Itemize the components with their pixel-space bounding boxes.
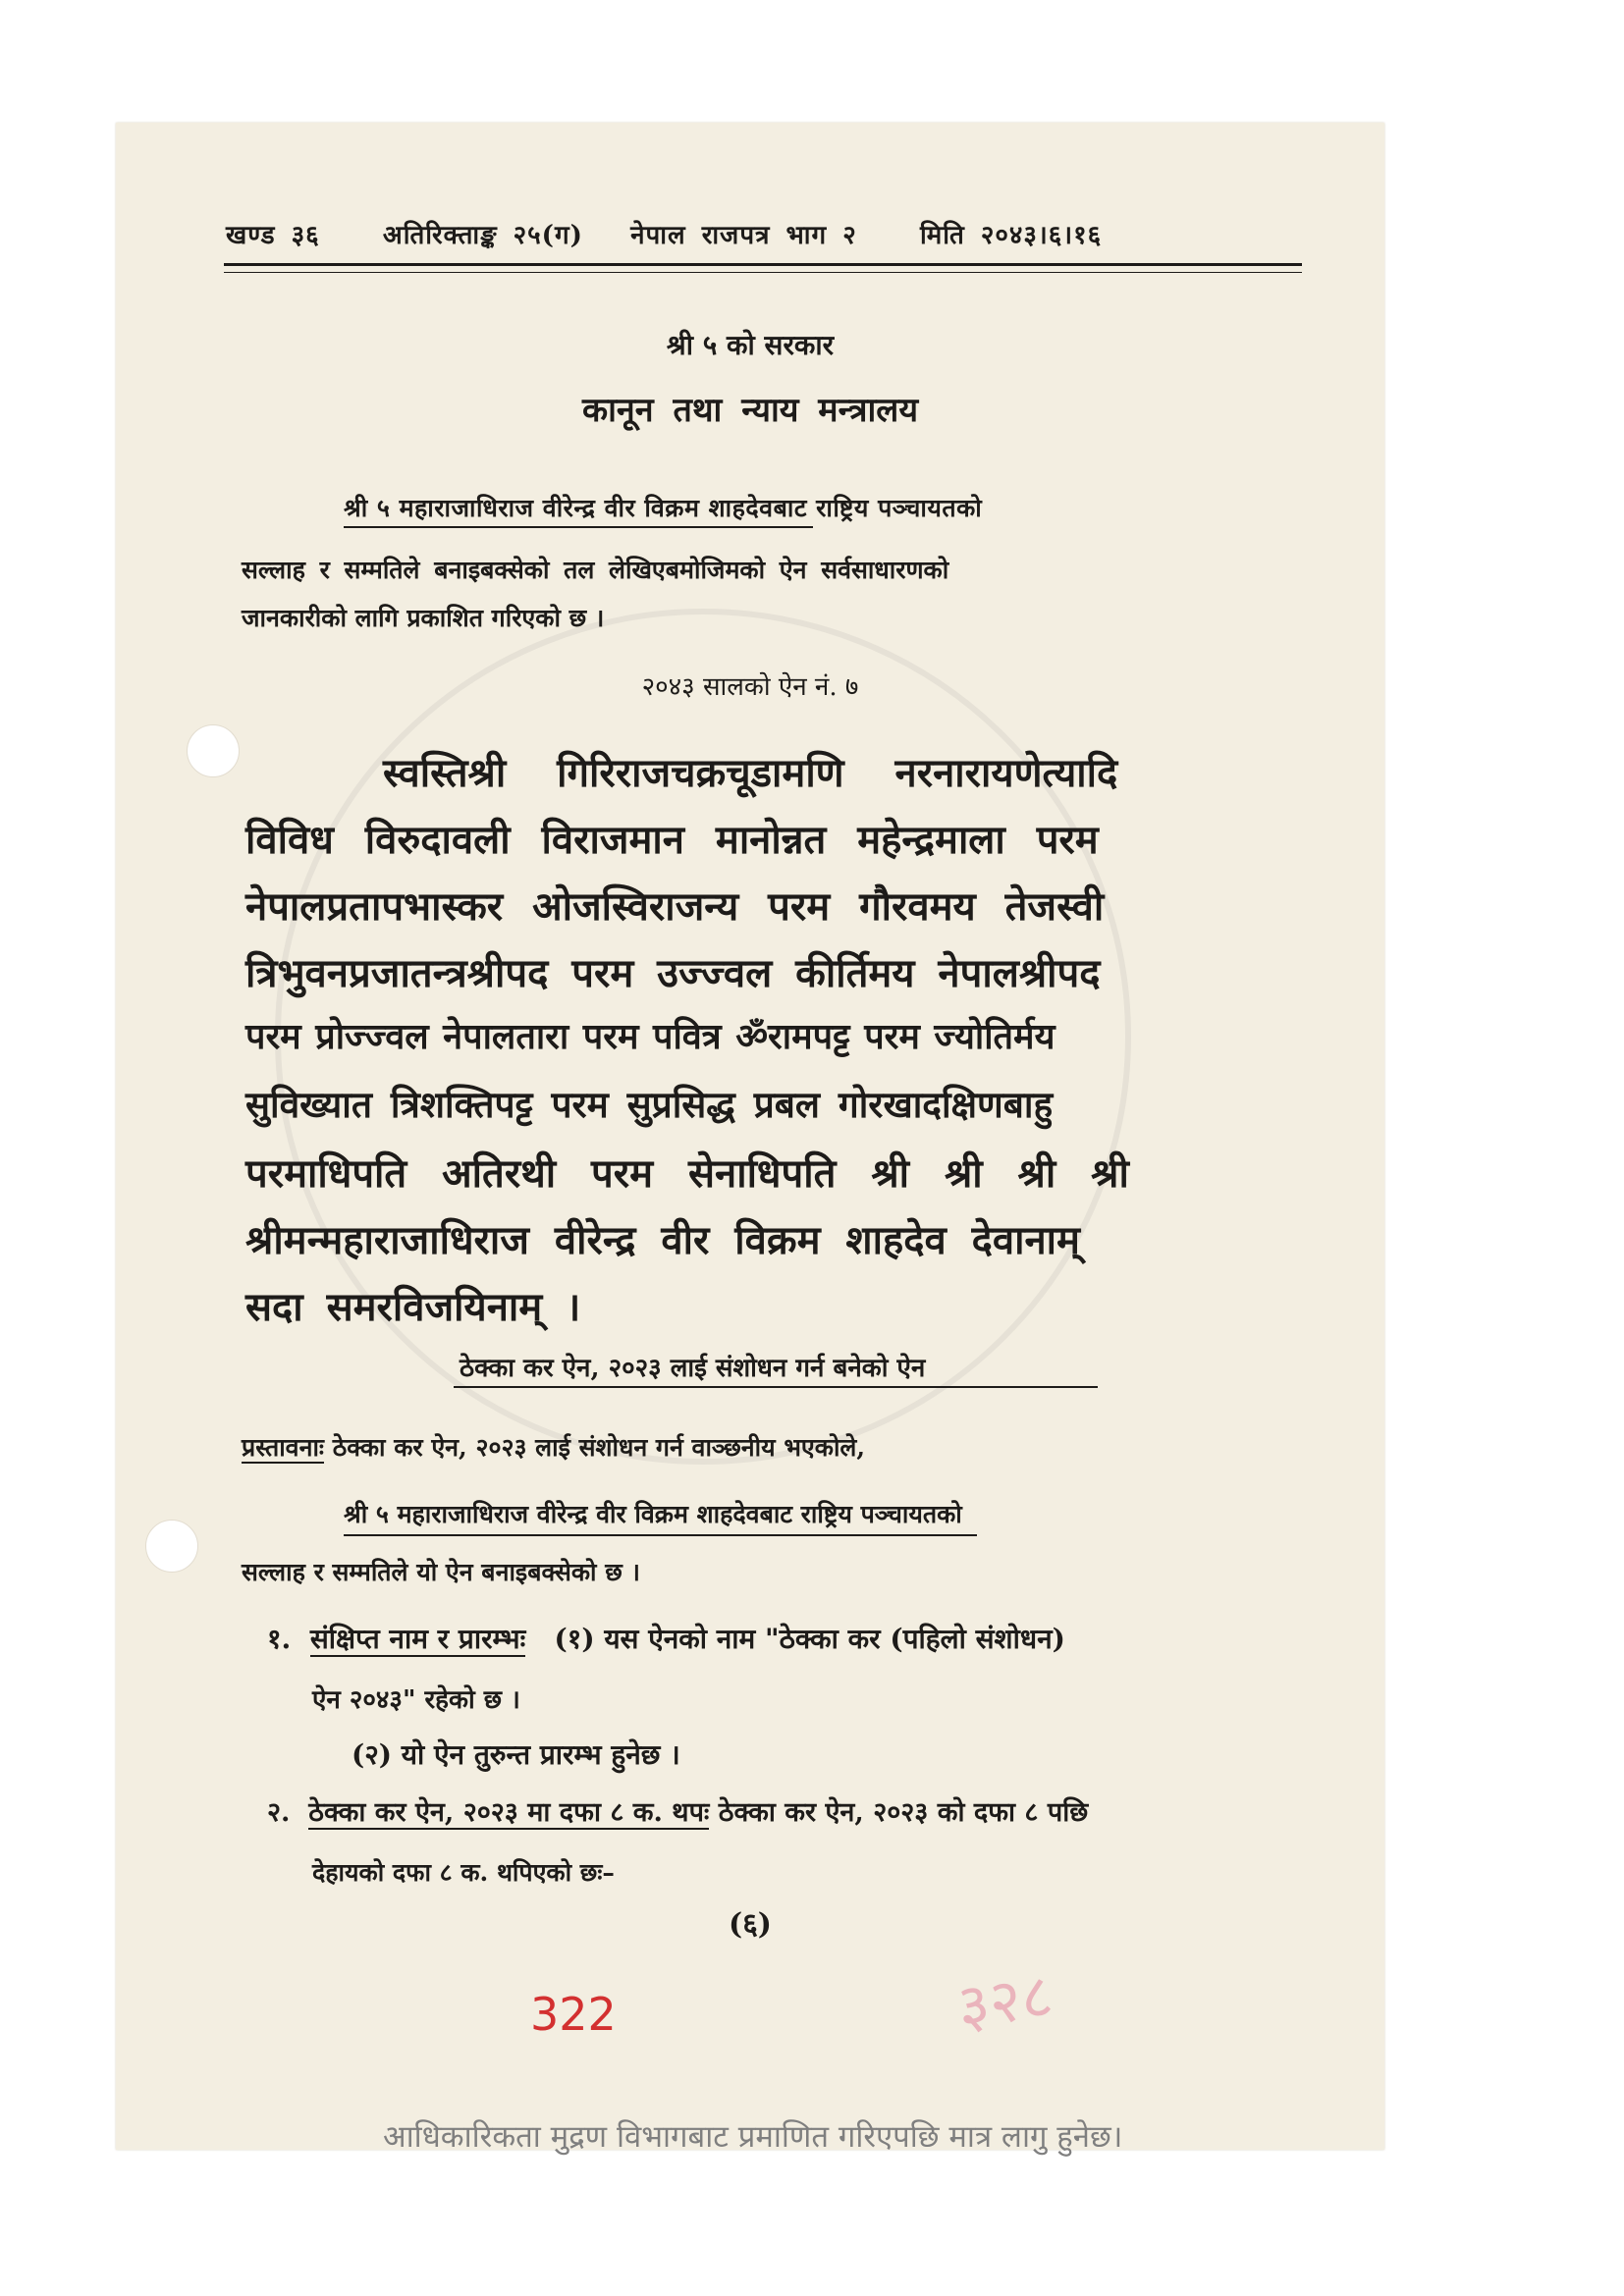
preamble-statement [242, 1430, 865, 1464]
section-2-continued: देहायको दफा ८ क. थपिएको छः– [312, 1858, 615, 1887]
stamped-page-number: ३२८ [952, 1958, 1057, 2044]
section-2-text: ठेक्का कर ऐन, २०२३ को दफा ८ पछि [718, 1797, 1089, 1828]
punch-hole [145, 1520, 198, 1573]
issue-date: मिति २०४३।६।१६ [919, 221, 1103, 250]
preamble-line-6: सुविख्यात त्रिशक्तिपट्ट परम सुप्रसिद्ध प्रबल गोरखादक्षिणबाहु [245, 1083, 1054, 1126]
ministry-title: कानून तथा न्याय मन्त्रालय [581, 391, 919, 430]
section-1-text: (१) यस ऐनको नाम "ठेक्का कर (पहिलो संशोधन) [554, 1623, 1065, 1655]
handwritten-page-number: 322 [530, 1988, 617, 2041]
intro-line-2: सल्लाह र सम्मतिले बनाइबक्सेको तल लेखिएबमोजिमको ऐन सर्वसाधारणको [242, 556, 949, 584]
section-1-continued: ऐन २०४३" रहेको छ । [312, 1685, 520, 1715]
enact-line-2: सल्लाह र सम्मतिले यो ऐन बनाइबक्सेको छ । [242, 1558, 640, 1586]
preamble-line-3: नेपालप्रतापभास्कर ओजस्विराजन्य परम गौरवमय तेजस्वी [245, 883, 1105, 930]
section-2-number: २. [267, 1797, 291, 1828]
header-rule [224, 263, 1302, 266]
prastavana-text: ठेक्का कर ऐन, २०२३ लाई संशोधन गर्न वाञ्छनीय भएकोले, [332, 1433, 866, 1462]
preamble-line-9: सदा समरविजयिनाम् । [245, 1284, 581, 1330]
preamble-line-8: श्रीमन्महाराजाधिराज वीरेन्द्र वीर विक्रम शाहदेव देवानाम् [245, 1217, 1080, 1263]
preamble-line-1: स्वस्तिश्री गिरिराजचक्रचूडामणि नरनारायणेत्यादि [383, 750, 1118, 796]
prastavana-label: प्रस्तावनाः [242, 1433, 324, 1462]
government-title: श्री ५ को सरकार [666, 329, 835, 361]
enact-underline [344, 1534, 977, 1536]
intro-line-3: जानकारीको लागि प्रकाशित गरिएको छ । [242, 604, 605, 632]
act-title-underline [454, 1386, 1098, 1388]
extra-issue: अतिरिक्ताङ्क २५(ग) [382, 221, 583, 250]
section-1-subsection-2: (२) यो ऐन तुरुन्त प्रारम्भ हुनेछ । [352, 1738, 680, 1771]
header-rule-thin [224, 272, 1302, 273]
section-2-heading: ठेक्का कर ऐन, २०२३ मा दफा ८ क. थपः [308, 1797, 710, 1828]
preamble-line-2: विविध विरुदावली विराजमान मानोन्नत महेन्द्रमाला परम [245, 817, 1099, 863]
gazette-header [226, 216, 1296, 251]
intro-line-1: श्री ५ महाराजाधिराज वीरेन्द्र वीर विक्रम शाहदेवबाट राष्ट्रिय पञ्चायतको [344, 494, 983, 522]
section-2 [267, 1792, 1088, 1829]
section-1-heading: संक्षिप्त नाम र प्रारम्भः [309, 1623, 526, 1655]
preamble-line-4: त्रिभुवनप्रजातन्त्रश्रीपद परम उज्ज्वल कीर्तिमय नेपालश्रीपद [245, 950, 1101, 996]
act-title: ठेक्का कर ऐन, २०२३ लाई संशोधन गर्न बनेको ऐन [460, 1354, 926, 1383]
preamble-line-5: परम प्रोज्ज्वल नेपालतारा परम पवित्र ॐरामपट्ट परम ज्योतिर्मय [245, 1016, 1056, 1057]
page-number: (६) [729, 1907, 772, 1942]
preamble-line-7: परमाधिपति अतिरथी परम सेनाधिपति श्री श्री श्री श्री [245, 1150, 1129, 1197]
volume-number: खण्ड ३६ [226, 221, 320, 250]
punch-hole [187, 724, 240, 777]
section-1-number: १. [267, 1623, 292, 1655]
gazette-name: नेपाल राजपत्र भाग २ [630, 221, 857, 250]
enact-line-1: श्री ५ महाराजाधिराज वीरेन्द्र वीर विक्रम शाहदेवबाट राष्ट्रिय पञ्चायतको [344, 1500, 962, 1528]
act-number: २०४३ सालको ऐन नं. ७ [641, 672, 859, 702]
intro-underline [344, 526, 813, 528]
authenticity-note: आधिकारिकता मुद्रण विभागबाट प्रमाणित गरिएपछि मात्र लागु हुनेछ। [383, 2119, 1123, 2155]
section-1 [267, 1620, 1065, 1657]
